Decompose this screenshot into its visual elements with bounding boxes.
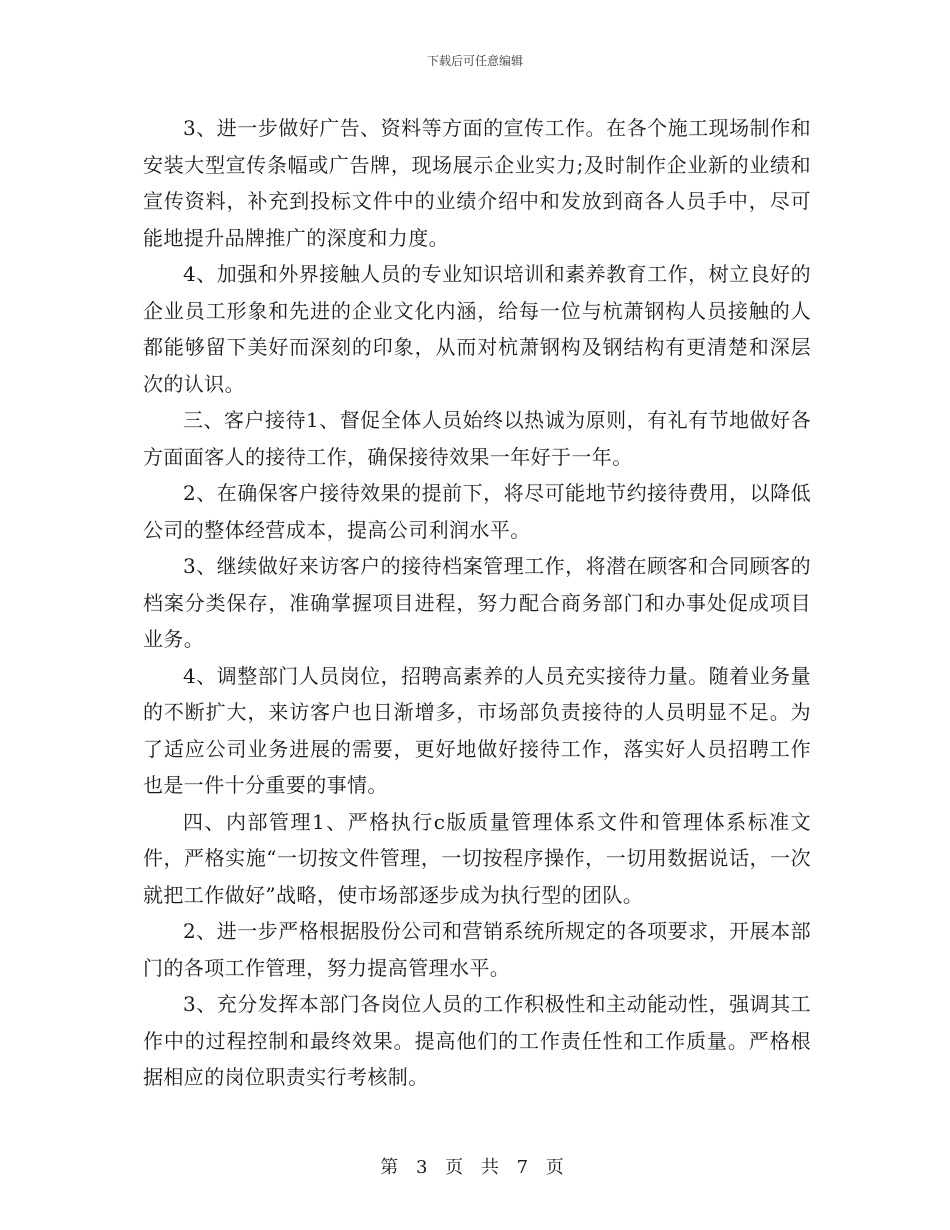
document-body <box>143 110 811 1096</box>
paragraph-reception-cost: 2、在确保客户接待效果的提前下，将尽可能地节约接待费用，以降低公司的整体经营成本，提高公司利润水平。 <box>143 481 811 542</box>
paragraph-staff-recruitment: 4、调整部门人员岗位，招聘高素养的人员充实接待力量。随着业务量的不断扩大，来访客户也日渐增多，市场部负责接待的人员明显不足。为了适应公司业务进展的需要，更好地做好接待工作，落实好人员招聘工作也是一件十分重要的事情。 <box>143 663 811 797</box>
paragraph-staff-motivation: 3、充分发挥本部门各岗位人员的工作积极性和主动能动性，强调其工作中的过程控制和最终效果。提高他们的工作责任性和工作质量。严格根据相应的岗位职责实行考核制。 <box>143 992 811 1089</box>
paragraph-publicity: 3、进一步做好广告、资料等方面的宣传工作。在各个施工现场制作和安装大型宣传条幅或广告牌，现场展示企业实力;及时制作企业新的业绩和宣传资料，补充到投标文件中的业绩介绍中和发放到商各人员手中，尽可能地提升品牌推广的深度和力度。 <box>143 116 811 250</box>
paragraph-management-requirements: 2、进一步严格根据股份公司和营销系统所规定的各项要求，开展本部门的各项工作管理，努力提高管理水平。 <box>143 919 811 980</box>
page-number-footer: 第 3 页 共 7 页 <box>380 1157 570 1178</box>
paragraph-staff-training: 4、加强和外界接触人员的专业知识培训和素养教育工作，树立良好的企业员工形象和先进的企业文化内涵，给每一位与杭萧钢构人员接触的人都能够留下美好而深刻的印象，从而对杭萧钢构及钢结构有更清楚和深层次的认识。 <box>143 262 811 396</box>
paragraph-reception-archive: 3、继续做好来访客户的接待档案管理工作，将潜在顾客和合同顾客的档案分类保存，准确掌握项目进程，努力配合商务部门和办事处促成项目业务。 <box>143 554 811 651</box>
page-header: 下载后可任意编辑 <box>426 54 523 68</box>
paragraph-customer-reception: 三、客户接待1、督促全体人员始终以热诚为原则，有礼有节地做好各方面面客人的接待工作，确保接待效果一年好于一年。 <box>143 408 811 469</box>
paragraph-internal-management: 四、内部管理1、严格执行c版质量管理体系文件和管理体系标准文件，严格实施“一切按文件管理，一切按程序操作，一切用数据说话，一次就把工作做好”战略，使市场部逐步成为执行型的团队。 <box>143 809 811 907</box>
